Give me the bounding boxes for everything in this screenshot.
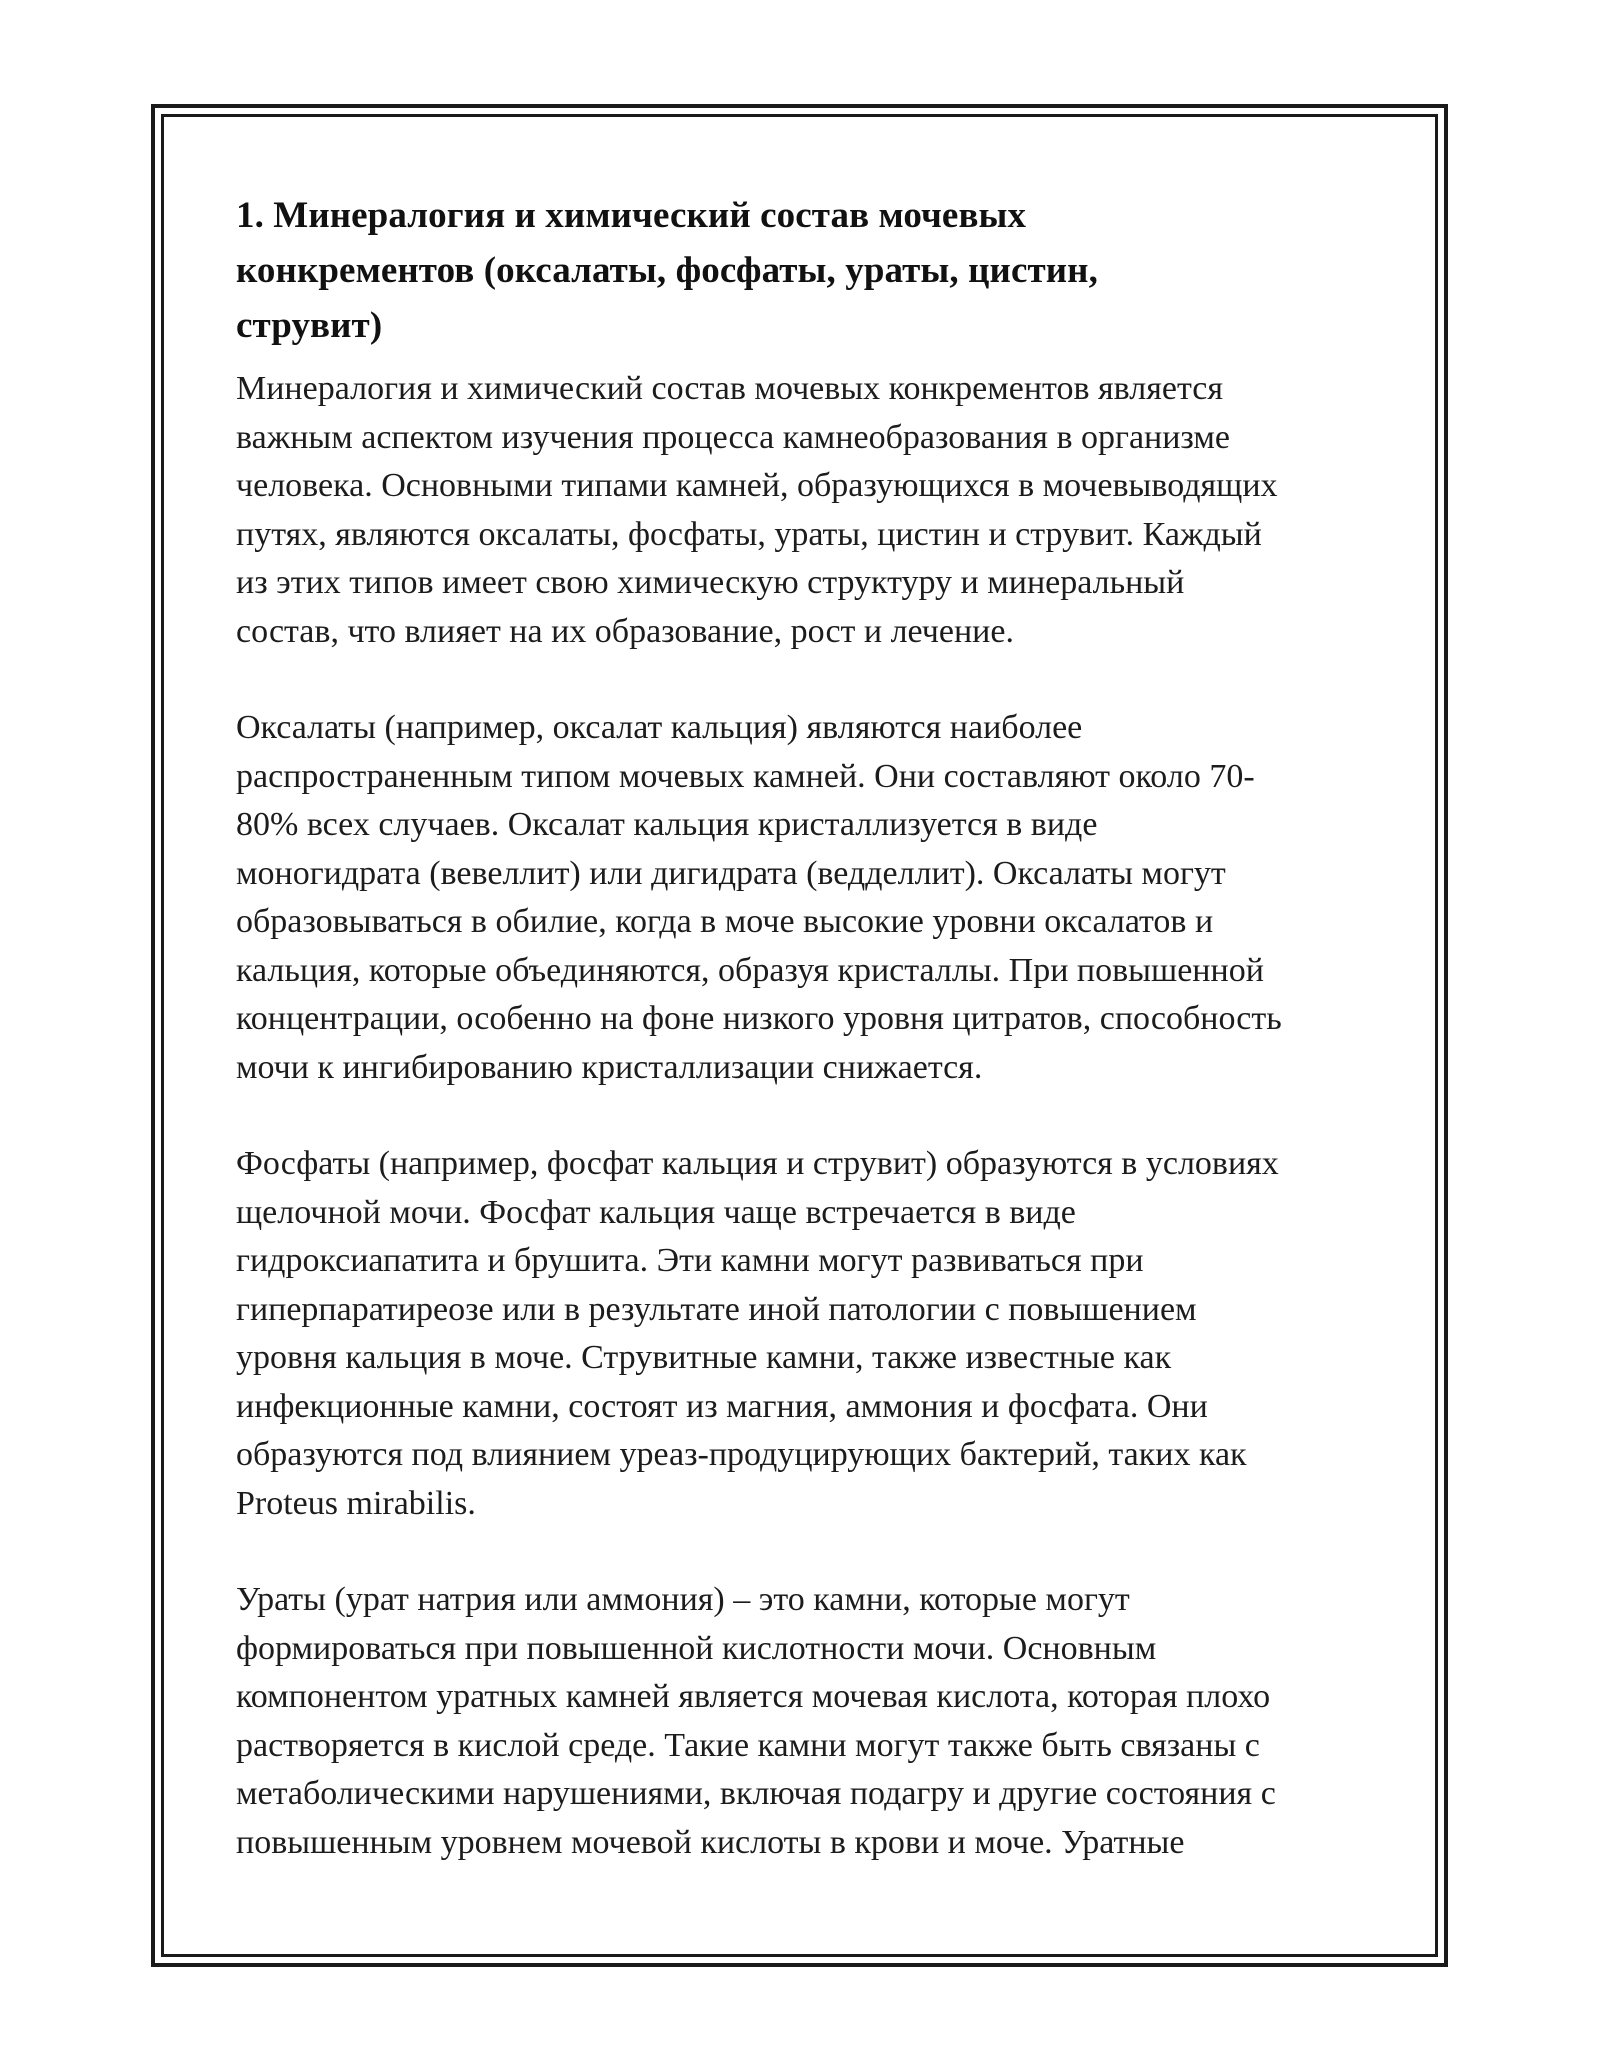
text-line: мочи к ингибированию кристаллизации снижается. — [236, 1048, 983, 1086]
text-line: кальция, которые объединяются, образуя кристаллы. При повышенной — [236, 951, 1264, 989]
heading-line: конкрементов (оксалаты, фосфаты, ураты, цистин, — [236, 250, 1098, 291]
paragraph-urates — [236, 1576, 1376, 1867]
paragraph-intro — [236, 365, 1376, 656]
heading-line: струвит) — [236, 305, 383, 346]
text-line: Ураты (урат натрия или аммония) – это камни, которые могут — [236, 1581, 1130, 1618]
text-line: щелочной мочи. Фосфат кальция чаще встречается в виде — [236, 1193, 1076, 1231]
text-line: гиперпаратиреозе или в результате иной патологии с повышением — [236, 1290, 1197, 1328]
text-line: Фосфаты (например, фосфат кальция и струвит) образуются в условиях — [236, 1145, 1279, 1182]
text-line: повышенным уровнем мочевой кислоты в крови и моче. Уратные — [236, 1823, 1185, 1861]
text-line: образовываться в обилие, когда в моче высокие уровни оксалатов и — [236, 903, 1214, 940]
paragraph-oxalates — [236, 704, 1376, 1092]
text-line: растворяется в кислой среде. Такие камни могут также быть связаны с — [236, 1726, 1260, 1764]
text-line: распространенным типом мочевых камней. Они составляют около 70- — [236, 757, 1255, 795]
text-line: образуются под влиянием уреаз-продуцирующих бактерий, таких как — [236, 1436, 1247, 1473]
text-line: инфекционные камни, состоят из магния, аммония и фосфата. Они — [236, 1387, 1208, 1425]
heading-line: 1. Минералогия и химический состав мочевых — [236, 195, 1027, 236]
page-content — [236, 188, 1376, 1867]
text-line: уровня кальция в моче. Струвитные камни, также известные как — [236, 1339, 1172, 1376]
paragraph-phosphates — [236, 1140, 1376, 1528]
text-line: из этих типов имеет свою химическую структуру и минеральный — [236, 564, 1185, 601]
text-line: Proteus mirabilis. — [236, 1484, 476, 1522]
text-line: формироваться при повышенной кислотности мочи. Основным — [236, 1629, 1157, 1667]
text-line: Минералогия и химический состав мочевых конкрементов является — [236, 370, 1223, 407]
text-line: гидроксиапатита и брушита. Эти камни могут развиваться при — [236, 1242, 1144, 1279]
text-line: 80% всех случаев. Оксалат кальция кристаллизуется в виде — [236, 806, 1098, 843]
text-line: важным аспектом изучения процесса камнеобразования в организме — [236, 418, 1230, 456]
text-line: концентрации, особенно на фоне низкого уровня цитратов, способность — [236, 1000, 1282, 1037]
text-line: компонентом уратных камней является мочевая кислота, которая плохо — [236, 1678, 1271, 1715]
text-line: метаболическими нарушениями, включая подагру и другие состояния с — [236, 1775, 1276, 1812]
text-line: Оксалаты (например, оксалат кальция) являются наиболее — [236, 709, 1083, 746]
text-line: моногидрата (вевеллит) или дигидрата (ведделлит). Оксалаты могут — [236, 854, 1226, 892]
section-heading — [236, 188, 1376, 353]
text-line: человека. Основными типами камней, образующихся в мочевыводящих — [236, 467, 1278, 504]
text-line: путях, являются оксалаты, фосфаты, ураты, цистин и струвит. Каждый — [236, 515, 1262, 553]
text-line: состав, что влияет на их образование, рост и лечение. — [236, 612, 1014, 650]
